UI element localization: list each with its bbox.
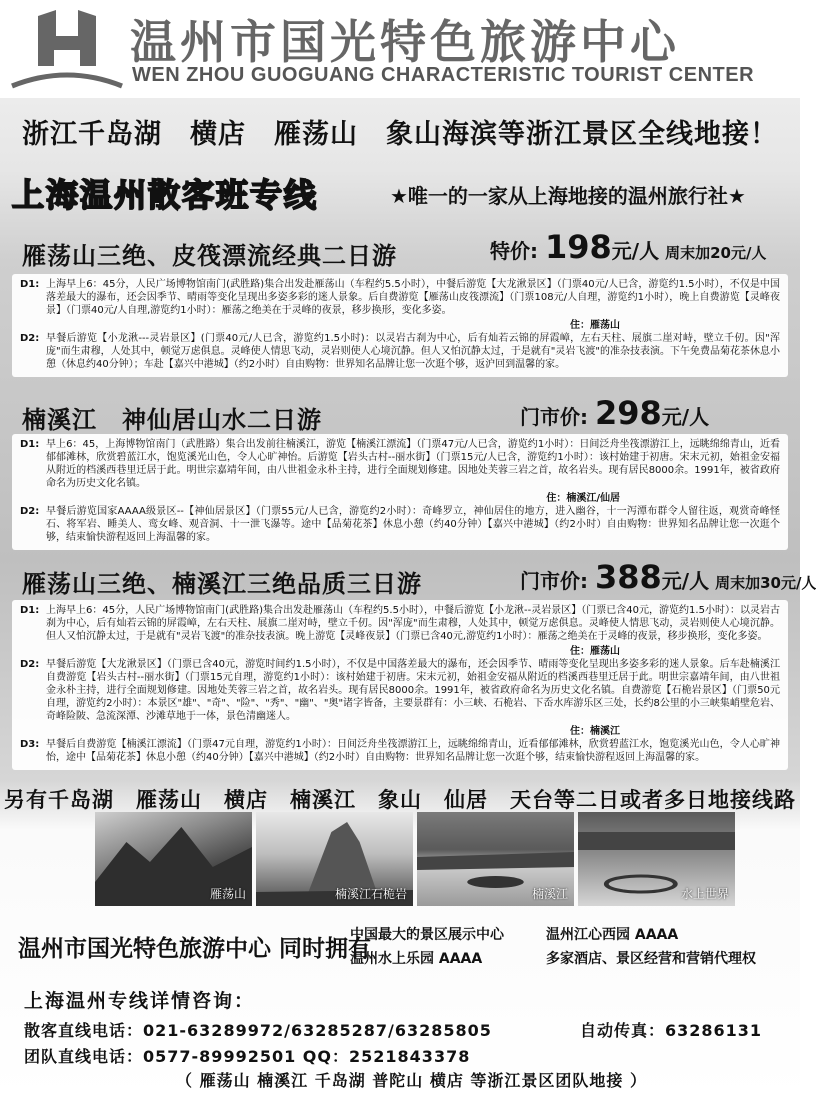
price-value: 198 <box>544 228 612 266</box>
day-text: 上海早上6：45分，人民广场博物馆南门(武胜路)集合出发赴雁荡山（车程约5.5小时），中餐后游览【小龙湫--灵岩景区】（门票已含40元，游览约1.5小时）：以灵岩古刹为中心，后有灿若云锦的屏霞嶂，左右天柱、展旗二崖对峙，壁立千仞。因"浑庞"而生肃穆，人处其中，顿觉万虑俱息。灵峰使人情思飞动，灵岩则使人心境沉静。但人又怕沉静太过，于是就有"灵岩飞渡"的准杂技表演。晚上游览【灵峰夜景】（门票已含40元,游览约1小时）：雁荡之绝美在于灵峰的夜景，移步换形，变化多姿。 <box>46 605 780 642</box>
day-text: 早餐后游览【小龙湫---灵岩景区】(门票40元/人已含，游览约1.5小时)：以灵岩古刹为中心，后有灿若云锦的屏霞嶂，左右天柱、展旗二崖对峙，壁立千仞。因"浑庞"而生肃穆，人处其中，顿觉万虑俱息。灵峰使人情思飞动，灵岩则使人心境沉静。但人又怕沉静太过，于是就有"灵岩飞渡"的准杂技表演。下午免费品菊花茶休息小憩（休息约40分钟）；车赴【嘉兴中港城】（约2小时）自由购物：世界知名品牌让您一次逛个够，返沪回到温馨的家。 <box>46 333 780 370</box>
day-label: D3: <box>20 739 40 750</box>
itinerary-box <box>12 600 788 770</box>
feature-item: 中国最大的景区展示中心 <box>350 927 504 943</box>
feature-item: 温州水上乐园 AAAA <box>350 951 483 967</box>
day-text: 早餐后游览国家AAAA级景区--【神仙居景区】（门票55元/人已含，游览约2小时）：奇峰罗立，神仙居住的地方，进入幽谷，十一泻潭布群令人留往返，观赏奇峰怪石、将军岩、睡美人、鸾女峰、观音洞、十一泄飞瀑等。途中【品菊花茶】休息小憩（约40分钟）【嘉兴中港城】（约2小时）自由购物：世界知名品牌让您一次逛个够，结束愉快游程返回上海温馨的家。 <box>46 506 780 543</box>
price-unit: 元/人 <box>611 239 660 263</box>
agency-tagline: ★唯一的一家从上海地接的温州旅行社★ <box>390 184 746 208</box>
route-title: 楠溪江 神仙居山水二日游 <box>22 406 322 434</box>
itinerary-day <box>20 505 780 544</box>
itinerary-day <box>20 604 780 643</box>
fax-line: 自动传真：63286131 <box>580 1021 763 1040</box>
day-label: D2: <box>20 333 40 344</box>
photo-caption: 楠溪江 <box>531 887 568 901</box>
scenery-photo <box>578 812 735 906</box>
overnight-location: 住：楠溪江/仙居 <box>546 493 620 504</box>
price-label: 门市价: <box>520 569 588 593</box>
price-extra: 周末加30元/人 <box>715 574 816 592</box>
price-unit: 元/人 <box>661 569 710 593</box>
day-text: 早餐后游览【大龙湫景区】（门票已含40元，游览时间约1.5小时），不仅是中国落差最大的瀑布，还会因季节、晴雨等变化呈现出多姿多彩的迷人景象。后车赴楠溪江自费游览【岩头古村--丽水街】（门票15元自理，游览约1小时）：该村始建于初唐。宋末元初，始祖金安福从附近的档溪西巷里迁居于此。明世宗嘉靖年间，由八世祖金永朴主持，进行全面规划修建。因地处芙蓉三岩之首，故名岩头。现有居民8000余。1991年，被省政府命名为历史文化名镇。自费游览【石桅岩景区】（门票50元自理，游览约2小时）：本景区"雄"、"奇"、"险"、"秀"、"幽"、"奥"诸字皆备，主要景群有：小三峡、石桅岩、下岙水库游乐区三处，长约8公里的小三峡集峭壁危岩、奇峰险陂、急流深潭、沙滩草地于一体，景色清幽迷人。 <box>46 659 780 722</box>
itinerary-day <box>20 658 780 723</box>
price-label: 特价: <box>490 239 538 263</box>
day-label: D1: <box>20 279 40 290</box>
photo-caption: 楠溪江石桅岩 <box>334 887 407 901</box>
route-price <box>520 558 816 596</box>
group-service-note: （ 雁荡山 楠溪江 千岛湖 普陀山 横店 等浙江景区团队地接 ） <box>176 1071 647 1090</box>
route-title: 雁荡山三绝、楠溪江三绝品质三日游 <box>22 570 422 598</box>
price-label: 门市价: <box>520 405 588 429</box>
price-value: 388 <box>594 558 662 596</box>
day-label: D1: <box>20 605 40 616</box>
agency-ownership: 温州市国光特色旅游中心 同时拥有 <box>18 935 372 962</box>
express-line-title: 上海温州散客班专线 <box>12 176 319 214</box>
agency-title-cn: 温州市国光特色旅游中心 <box>130 15 680 69</box>
itinerary-box <box>12 434 788 550</box>
group-phone-line: 团队直线电话：0577-89992501 QQ：2521843378 <box>24 1047 471 1066</box>
overnight-location: 住：雁荡山 <box>570 646 620 657</box>
more-routes-banner: 另有千岛湖 雁荡山 横店 楠溪江 象山 仙居 天台等二日或者多日地接线路 <box>4 788 796 812</box>
day-label: D2: <box>20 659 40 670</box>
scenery-photo <box>256 812 413 906</box>
photo-caption: 雁荡山 <box>209 887 246 901</box>
feature-item: 温州江心西园 AAAA <box>546 927 679 943</box>
day-label: D2: <box>20 506 40 517</box>
photo-strip <box>95 812 735 906</box>
feature-item: 多家酒店、景区经营和营销代理权 <box>546 951 756 967</box>
itinerary-day <box>20 738 780 764</box>
fit-phone-line: 散客直线电话：021-63289972/63285287/63285805 <box>24 1021 492 1040</box>
itinerary-day <box>20 332 780 371</box>
overnight-location: 住：楠溪江 <box>570 726 620 737</box>
coverage-banner: 浙江千岛湖 横店 雁荡山 象山海滨等浙江景区全线地接！ <box>22 119 778 150</box>
agency-title-en: WEN ZHOU GUOGUANG CHARACTERISTIC TOURIST CENTER <box>132 64 755 86</box>
price-value: 298 <box>594 394 662 432</box>
scenery-photo <box>95 812 252 906</box>
header <box>0 0 800 98</box>
price-extra: 周末加20元/人 <box>665 244 767 262</box>
itinerary-day <box>20 438 780 490</box>
price-unit: 元/人 <box>661 405 710 429</box>
day-text: 早上6：45，上海博物馆南门（武胜路）集合出发前往楠溪江，游览【楠溪江漂流】（门票47元/人已含，游览约1小时）：日间泛舟坐筏漂游江上，远眺绵绵青山，近看郁郁滩林，欣赏碧蓝江水，饱览溪光山色，令人心旷神怡。后游览【岩头古村--丽水街】（门票15元/人已含，游览约1小时）：该村始建于初唐。宋末元初，始祖金安福从附近的档溪西巷里迁居于此。明世宗嘉靖年间，由八世祖金永朴主持，进行全面规划修建。因地处芙蓉三岩之首，故名岩头。现有居民8000余。1991年，被省政府命名为历史文化名镇。 <box>46 439 780 489</box>
consult-heading: 上海温州专线详情咨询： <box>24 990 256 1012</box>
route-price <box>520 394 709 432</box>
route-price <box>490 228 766 266</box>
overnight-location: 住：雁荡山 <box>570 320 620 331</box>
day-text: 上海早上6：45分，人民广场博物馆南门(武胜路)集合出发赴雁荡山（车程约5.5小时），中餐后游览【大龙湫景区】（门票40元/人已含，游览约1.5小时），不仅是中国落差最大的瀑布，还会因季节、晴雨等变化呈现出多姿多彩的迷人景象。后自费游览【雁荡山皮筏漂流】（门票108元/人自理，游览约1小时），晚上自费游览【灵峰夜景】（门票40元/人自理,游览约1小时）：雁荡之绝美在于灵峰的夜景，移步换形，变化多姿。 <box>46 279 780 316</box>
scenery-photo <box>417 812 574 906</box>
itinerary-day <box>20 278 780 317</box>
photo-caption: 水上世界 <box>680 887 729 901</box>
agency-logo-icon <box>8 6 126 94</box>
itinerary-box <box>12 274 788 377</box>
day-label: D1: <box>20 439 40 450</box>
route-title: 雁荡山三绝、皮筏漂流经典二日游 <box>22 242 397 270</box>
day-text: 早餐后自费游览【楠溪江漂流】（门票47元自理，游览约1小时）：日间泛舟坐筏漂游江上，远眺绵绵青山，近看郁郁滩林，欣赏碧蓝江水，饱览溪光山色，令人心旷神怡，途中【品菊花茶】休息小憩（约40分钟）【嘉兴中港城】（约2小时）自由购物：世界知名品牌让您一次逛个够，结束愉快游程返回上海温馨的家。 <box>46 739 780 763</box>
